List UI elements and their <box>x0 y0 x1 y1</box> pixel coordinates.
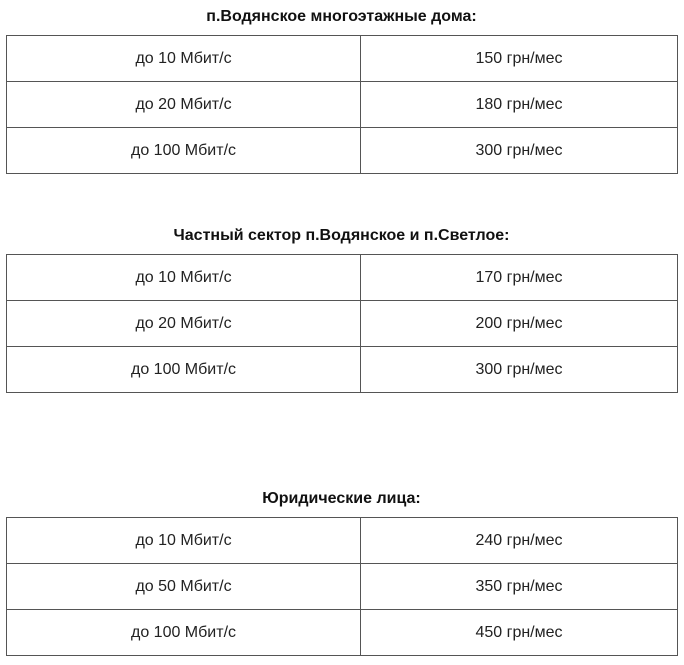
speed-cell: до 20 Мбит/с <box>7 82 361 128</box>
tariff-section-legal-entities <box>6 489 677 656</box>
price-cell: 300 грн/мес <box>361 128 678 174</box>
speed-cell: до 50 Мбит/с <box>7 564 361 610</box>
section-title: Частный сектор п.Водянское и п.Светлое: <box>173 227 510 244</box>
price-cell: 300 грн/мес <box>361 347 678 393</box>
speed-cell: до 10 Мбит/с <box>7 36 361 82</box>
price-cell: 200 грн/мес <box>361 301 678 347</box>
table-row <box>7 347 678 393</box>
tariff-table <box>6 35 678 174</box>
tariff-section-private-sector <box>6 226 677 393</box>
table-row <box>7 564 678 610</box>
table-row <box>7 36 678 82</box>
tariff-table <box>6 254 678 393</box>
price-cell: 350 грн/мес <box>361 564 678 610</box>
section-title: Юридические лица: <box>262 490 421 507</box>
table-row <box>7 82 678 128</box>
speed-cell: до 100 Мбит/с <box>7 610 361 656</box>
table-row <box>7 128 678 174</box>
table-row <box>7 301 678 347</box>
table-row <box>7 610 678 656</box>
price-cell: 150 грн/мес <box>361 36 678 82</box>
table-row <box>7 255 678 301</box>
tariff-table <box>6 517 678 656</box>
section-title: п.Водянское многоэтажные дома: <box>206 8 477 25</box>
speed-cell: до 10 Мбит/с <box>7 518 361 564</box>
tariff-section-apartments <box>6 7 677 174</box>
table-row <box>7 518 678 564</box>
price-cell: 180 грн/мес <box>361 82 678 128</box>
speed-cell: до 100 Мбит/с <box>7 128 361 174</box>
speed-cell: до 10 Мбит/с <box>7 255 361 301</box>
price-cell: 450 грн/мес <box>361 610 678 656</box>
speed-cell: до 20 Мбит/с <box>7 301 361 347</box>
price-cell: 170 грн/мес <box>361 255 678 301</box>
speed-cell: до 100 Мбит/с <box>7 347 361 393</box>
price-cell: 240 грн/мес <box>361 518 678 564</box>
